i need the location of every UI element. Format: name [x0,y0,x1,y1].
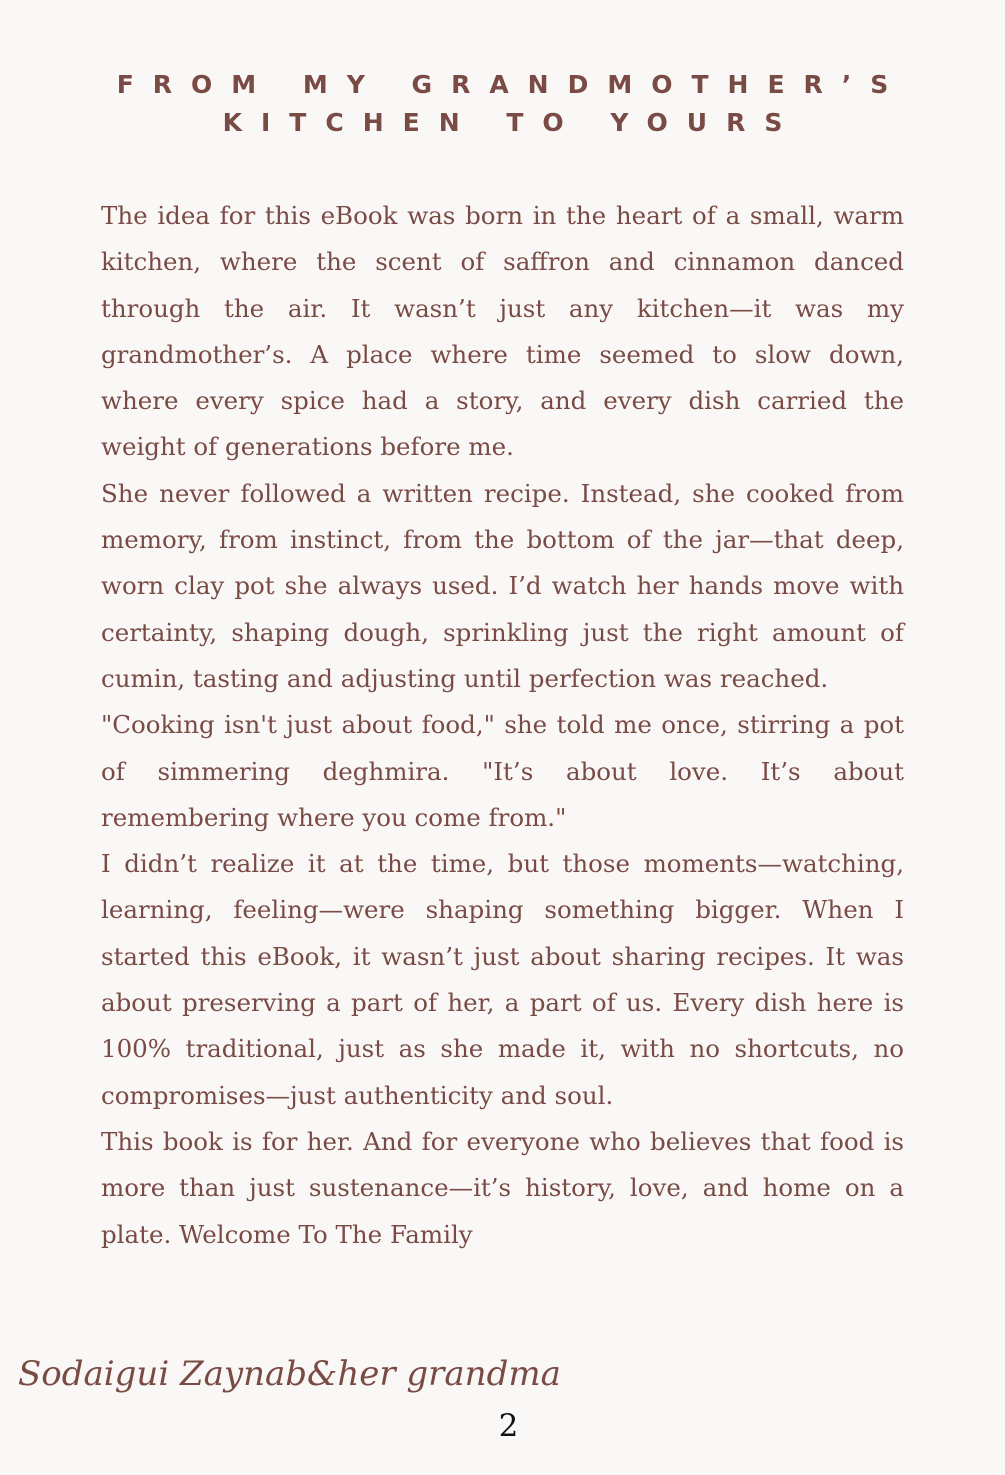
heading-line-1: FROM MY GRANDMOTHER’S [116,70,908,99]
paragraph-2: She never followed a written recipe. Instead, she cooked from memory, from instinct, from the bottom of the jar—that deep, worn clay pot she always used. I’d watch her hands move with certainty, shaping dough, sprinkling just the right amount of cumin, tasting and adjusting until perfection was reached. [101,478,904,693]
paragraph-3: "Cooking isn't just about food," she told me once, stirring a pot of simmering deghmira. "It’s about love. It’s about remembering where you come from." [101,710,904,832]
paragraph-5: This book is for her. And for everyone who believes that food is more than just sustenance—it’s history, love, and home on a plate. Welcome To The Family [101,1126,904,1249]
body-text [101,193,904,1258]
paragraph-4: I didn’t realize it at the time, but those moments—watching, learning, feeling—were shaping something bigger. When I started this eBook, it wasn’t just about sharing recipes. It was about preserving a part of her, a part of us. Every dish here is 100% traditional, just as she made it, with no shortcuts, no compromises—just authenticity and soul. [101,849,904,1110]
heading-line-2: KITCHEN TO YOURS [222,108,802,137]
page-heading [0,66,1005,142]
page-number: 2 [498,1408,519,1444]
paragraph-1: The idea for this eBook was born in the heart of a small, warm kitchen, where the scent of saffron and cinnamon danced through the air. It wasn’t just any kitchen—it was my grandmother’s. A place where time seemed to slow down, where every spice had a story, and every dish carried the weight of generations before me. [101,201,904,462]
signature: Sodaigui Zaynab&her grandma [18,1354,561,1394]
